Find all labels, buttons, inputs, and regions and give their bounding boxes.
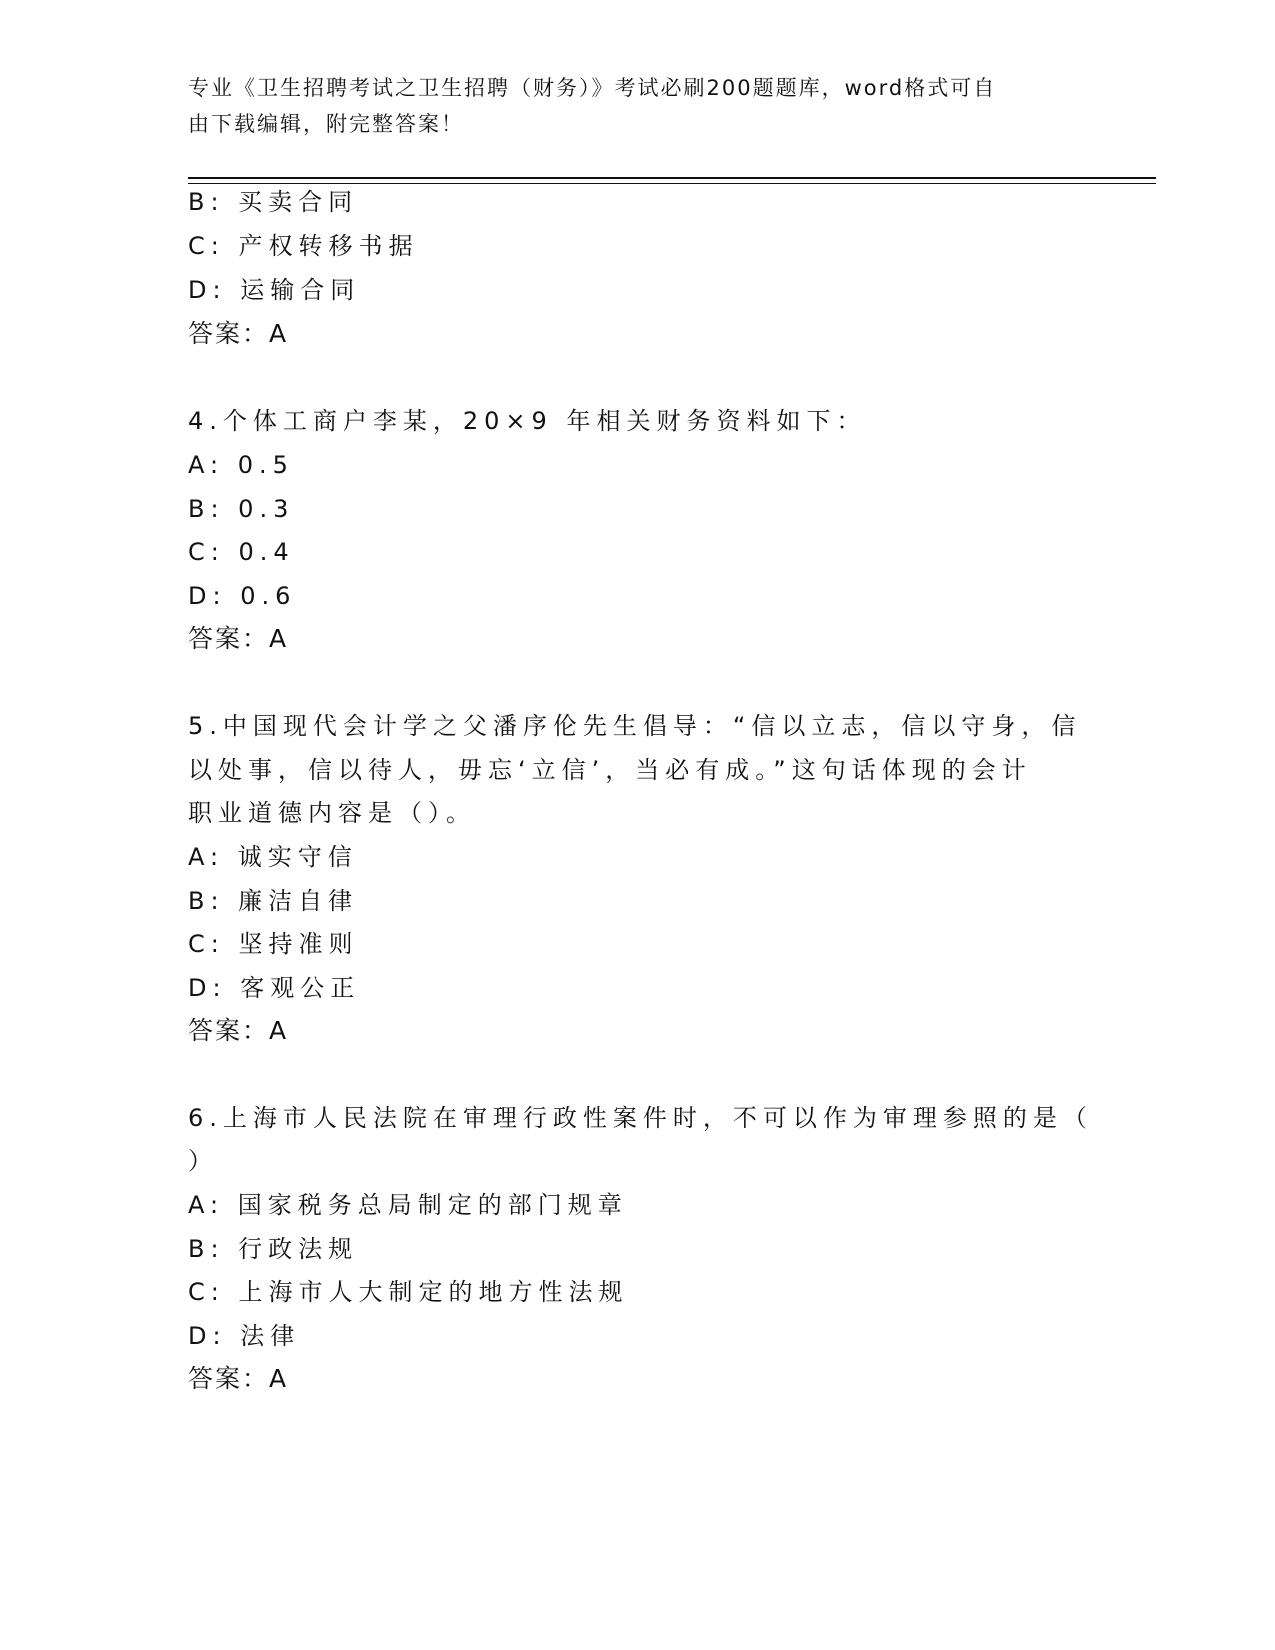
q4-option-d: D: 0.6 bbox=[188, 582, 297, 610]
q6-option-b: B: 行政法规 bbox=[188, 1235, 359, 1263]
header-divider-thick bbox=[188, 177, 1156, 179]
header-divider-thin bbox=[188, 183, 1156, 184]
q4-option-b: B: 0.3 bbox=[188, 495, 295, 523]
q3-option-b: B: 买卖合同 bbox=[188, 188, 359, 216]
q3-answer: 答案：A bbox=[188, 319, 289, 348]
q5-option-a: A: 诚实守信 bbox=[188, 843, 358, 871]
q4-option-c: C: 0.4 bbox=[188, 538, 295, 566]
header-line-1: 专业《卫生招聘考试之卫生招聘（财务）》考试必刷200题题库，word格式可自 bbox=[188, 76, 997, 100]
document-header bbox=[188, 70, 1078, 142]
header-line-2: 由下载编辑，附完整答案！ bbox=[188, 112, 464, 136]
q4-option-a: A: 0.5 bbox=[188, 451, 294, 479]
q5-stem-line-3: 职业道德内容是（）。 bbox=[188, 799, 476, 827]
q5-option-d: D: 客观公正 bbox=[188, 974, 361, 1002]
q3-option-d: D: 运输合同 bbox=[188, 276, 361, 304]
q5-option-b: B: 廉洁自律 bbox=[188, 887, 359, 915]
q6-option-a: A: 国家税务总局制定的部门规章 bbox=[188, 1191, 628, 1219]
q5-answer: 答案：A bbox=[188, 1016, 289, 1045]
q4-answer: 答案：A bbox=[188, 624, 289, 653]
q3-option-c: C: 产权转移书据 bbox=[188, 232, 419, 260]
q5-stem-line-1: 5.中国现代会计学之父潘序伦先生倡导：“信以立志，信以守身，信 bbox=[188, 712, 1082, 740]
q6-stem-line-1: 6.上海市人民法院在审理行政性案件时，不可以作为审理参照的是（ bbox=[188, 1104, 1093, 1132]
q4-stem: 4.个体工商户李某，20×9 年相关财务资料如下： bbox=[188, 407, 867, 435]
q5-option-c: C: 坚持准则 bbox=[188, 930, 359, 958]
q6-option-c: C: 上海市人大制定的地方性法规 bbox=[188, 1278, 629, 1306]
q6-option-d: D: 法律 bbox=[188, 1322, 301, 1350]
q6-stem-line-2: ） bbox=[188, 1147, 218, 1175]
q6-answer: 答案：A bbox=[188, 1364, 289, 1393]
q5-stem-line-2: 以处事，信以待人，毋忘‘立信’，当必有成。”这句话体现的会计 bbox=[188, 756, 1032, 784]
